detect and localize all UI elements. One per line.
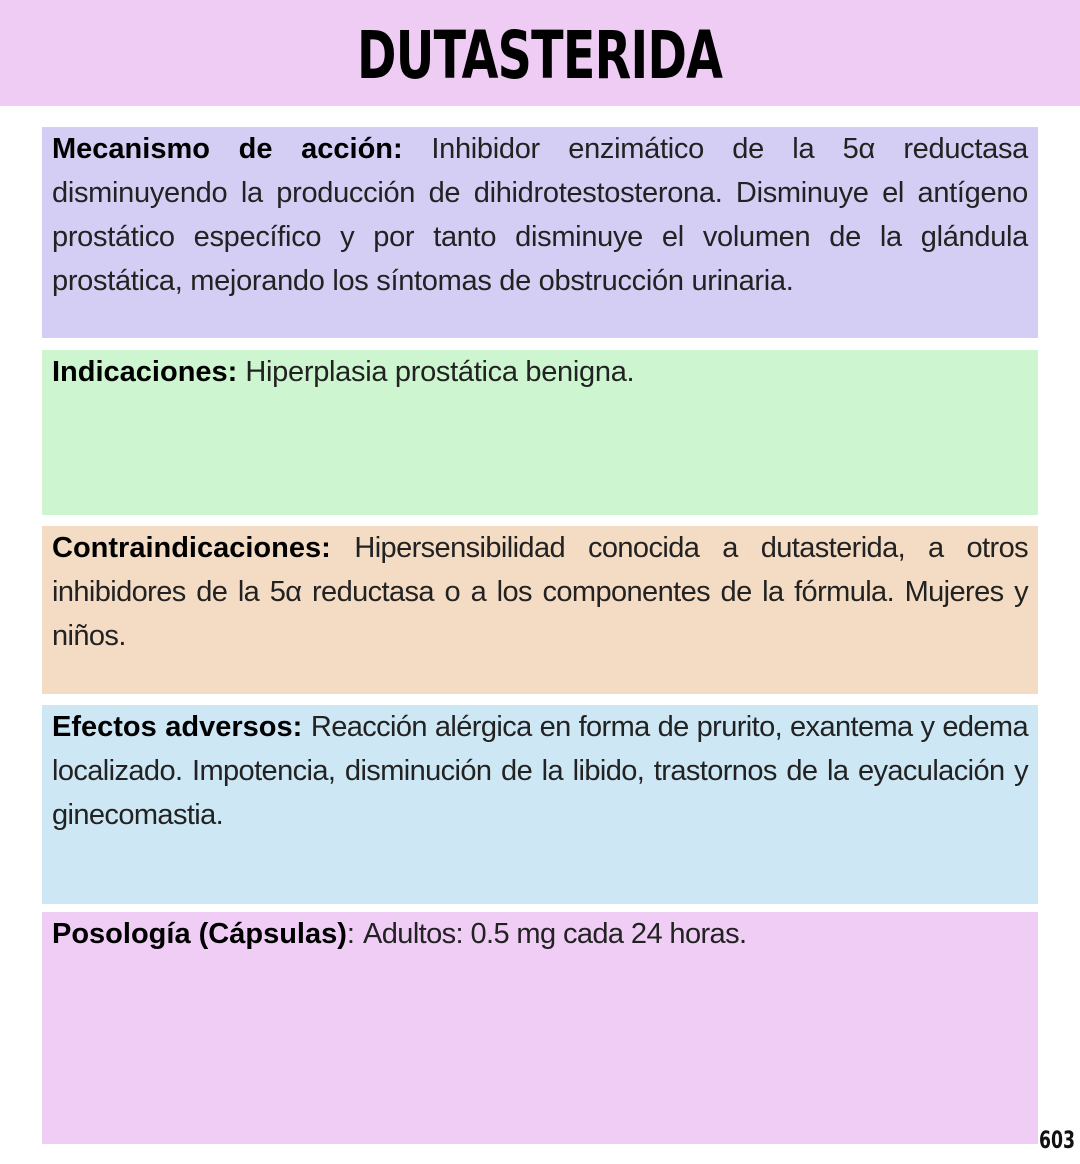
section-indicaciones [42, 350, 1038, 515]
section-efectos-adversos [42, 705, 1038, 904]
page-number: 603 [1039, 1126, 1076, 1154]
section-mecanismo-de-accion [42, 127, 1038, 338]
section-posologia [42, 912, 1038, 1144]
section-text: Inhibidor enzimático de la 5α reductasa disminuyendo la producción de dihidrotestosterona. Disminuye el antígeno prostático específico y por tanto disminuye el volumen de la glándula prostática, mejorando los síntomas de obstrucción urinaria. [52, 133, 1028, 297]
title-banner [0, 0, 1080, 106]
section-label: Contraindicaciones: [52, 532, 331, 564]
section-text: Reacción alérgica en forma de prurito, exantema y edema localizado. Impotencia, disminución de la libido, trastornos de la eyaculación y ginecomastia. [52, 711, 1029, 831]
section-label: Indicaciones: [52, 356, 238, 388]
section-label: Posología (Cápsulas) [52, 918, 347, 950]
section-label: Mecanismo de acción: [52, 133, 403, 165]
section-label: Efectos adversos: [52, 711, 303, 743]
section-contraindicaciones [42, 526, 1038, 694]
section-text: Hiperplasia prostática benigna. [245, 356, 635, 388]
section-text: Adultos: 0.5 mg cada 24 horas. [363, 918, 747, 950]
section-text: Hipersensibilidad conocida a dutasterida, a otros inhibidores de la 5α reductasa o a los componentes de la fórmula. Mujeres y niños. [52, 532, 1028, 652]
label-separator: : [346, 918, 355, 950]
page-title: DUTASTERIDA [357, 17, 723, 94]
